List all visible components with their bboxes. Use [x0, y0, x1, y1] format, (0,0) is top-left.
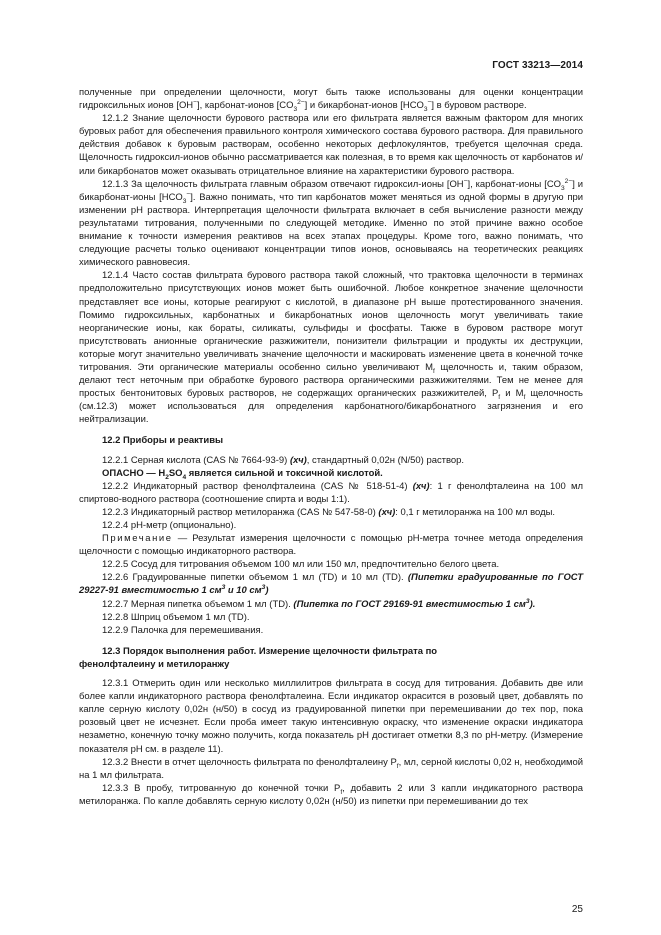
- paragraph-12-2-5: 12.2.5 Сосуд для титрования объемом 100 мл или 150 мл, предпочтительно белого цвета.: [102, 559, 500, 571]
- paragraph-12-3-2: 12.3.2 Внести в отчет щелочность фильтрата по фенолфталеину $P_f$, мл, серной кислоты 0,02 н, необходимой на 1 мл фильтрата.: [79, 756, 584, 781]
- paragraph-12-2-8: 12.2.8 Шприц объемом 1 мл (TD).: [102, 611, 250, 623]
- paragraph-12-3-3: 12.3.3 В пробу, титрованную до конечной точки $P_f$, добавить 2 или 3 капли индикаторного раствора метилоранжа. По капле добавлять серную кислоту 0,02н (н/50) из пипетки при перемешивании до тех: [79, 782, 583, 807]
- paragraph-12-2-3: 12.2.3 Индикаторный раствор метилоранжа (CAS № 547-58-0) (хч): 0,1 г метилоранжа на 100 мл воды.: [102, 506, 555, 518]
- paragraph-12-1-4: 12.1.4 Часто состав фильтрата бурового раствора такой сложный, что трактовка щелочности в терминах предположительно присутствующих ионов может быть ошибочной. Любое конкретное значение щелочности представляет все ионы, которые реагируют с кислотой, в диапазоне pH выше протестированного значения. Помимо гидроксильных, карбонатных и бикарбонатных ионов щелочность могут увеличивать такие неорганические ионы, как бораты, силикаты, сульфиды и фосфаты. Также в буровом растворе могут присутствовать анионные органические разжижители, понизители фильтрации и продукты их деструкции, которые могут значительно увеличивать значение щелочности и маскировать изменение цвета в конечной точке титрования. Эти органические материалы особенно сильно увеличивают $M_f$ щелочность и, таким образом, делают тест неточным при обработке бурового раствора органическими разжижителями. Тем не менее для простых бентонитовых буровых растворов, не содержащих органических разжижителей, $P_f$ и $M_f$ щелочность (см.12.3) может использоваться для определения карбонатного/бикарбонатного загрязнения и его нейтрализации.: [79, 270, 583, 426]
- document-header: ГОСТ 33213—2014: [492, 60, 583, 71]
- paragraph-12-2-1: 12.2.1 Серная кислота (CAS № 7664-93-9) (хч), стандартный 0,02н (N/50) раствор.: [102, 454, 465, 466]
- note: Примечание — Результат измерения щелочности с помощью pH-метра точнее метода определения щелочности с помощью индикаторного раствора.: [79, 533, 583, 558]
- page-number: 25: [571, 904, 583, 915]
- paragraph-12-2-7: 12.2.7 Мерная пипетка объемом 1 мл (TD). (Пипетка по ГОСТ 29169-91 вместимостью 1 $см^3$).: [102, 597, 536, 610]
- paragraph-12-2-4: 12.2.4 pH-метр (опционально).: [102, 520, 237, 531]
- paragraph-12-3-1: 12.3.1 Отмерить один или несколько миллилитров фильтрата в сосуд для титрования. Добавить две или более капли индикаторного раствора фенолфталеина. Если индикатор окрасится в розовый цвет, добавлять по капле серную кислоту 0,02н (н/50) в сосуд из градуированной пипетки при перемешивании до тех пор, пока розовый цвет не исчезнет. Если проба имеет такую интенсивную окраску, что изменение окраски индикатора незаметно, конечную точку можно получить, когда показатель pH достигает отметки 8,3 по pH-метру. (Измерение показателя pH см. в разделе 11).: [79, 678, 583, 755]
- section-heading-12-3: 12.3 Порядок выполнения работ. Измерение щелочности фильтрата по фенолфталеину и метилоранжу: [79, 645, 438, 670]
- paragraph-12-1-3: 12.1.3 За щелочность фильтрата главным образом отвечают гидроксил-ионы [OH−], карбонат-ионы $[CO_3^{2-}]$ и бикарбонат-ионы $[HCO_3^-]$. Важно понимать, что тип карбонатов может меняться из одной формы в другую при изменении pH раствора. Интерпретация щелочности фильтрата включает в себя вычисление разности между результатами титрования, полученными по следующей методике. Именно по этой причине важно особое внимание к точности измерения реактивов на всех этапах процедуры. Кроме того, важно понимать, что следующие расчеты только оценивают концентрации типов ионов, основываясь на теоретических реакциях химического равновесия.: [79, 177, 583, 269]
- paragraph-intro: полученные при определении щелочности, могут быть также использованы для оценки концентрации гидроксильных ионов [OH−], карбонат-ионов $[CO_3^{2-}]$ и бикарбонат-ионов $[HCO_3^-]$ в буровом растворе.: [79, 87, 583, 113]
- paragraph-12-2-6: 12.2.6 Градуированные пипетки объемом 1 мл (TD) и 10 мл (TD). (Пипетки градуированные по ГОСТ 29227-91 вместимостью 1 $см^3$ и 10 $см^3$): [79, 572, 584, 597]
- paragraph-12-2-2: 12.2.2 Индикаторный раствор фенолфталеина (CAS № 518-51-4) (хч): 1 г фенолфталеина на 100 мл спиртово-водного раствора (соотношение спирта и воды 1:1).: [79, 480, 583, 505]
- section-heading-12-2: 12.2 Приборы и реактивы: [102, 435, 224, 447]
- paragraph-12-2-9: 12.2.9 Палочка для перемешивания.: [102, 624, 264, 636]
- document-body: [79, 86, 583, 808]
- note-label: Примечание: [102, 533, 173, 545]
- paragraph-12-1-2: 12.1.2 Знание щелочности бурового раствора или его фильтрата является важным фактором для многих буровых работ для обеспечения правильного контроля химического состава бурового раствора. Для правильного действия добавок к буровым растворам, особенно некоторых дефлокулянтов, требуется щелочная среда. Щелочность гидроксил-ионов обычно рассматривается как полезная, в то время как щелочность от карбонатов и/или бикарбонатов может оказывать отрицательное влияние на характеристики бурового раствора.: [79, 113, 583, 177]
- danger-warning: ОПАСНО — $H_2SO_4$ является сильной и токсичной кислотой.: [102, 467, 383, 481]
